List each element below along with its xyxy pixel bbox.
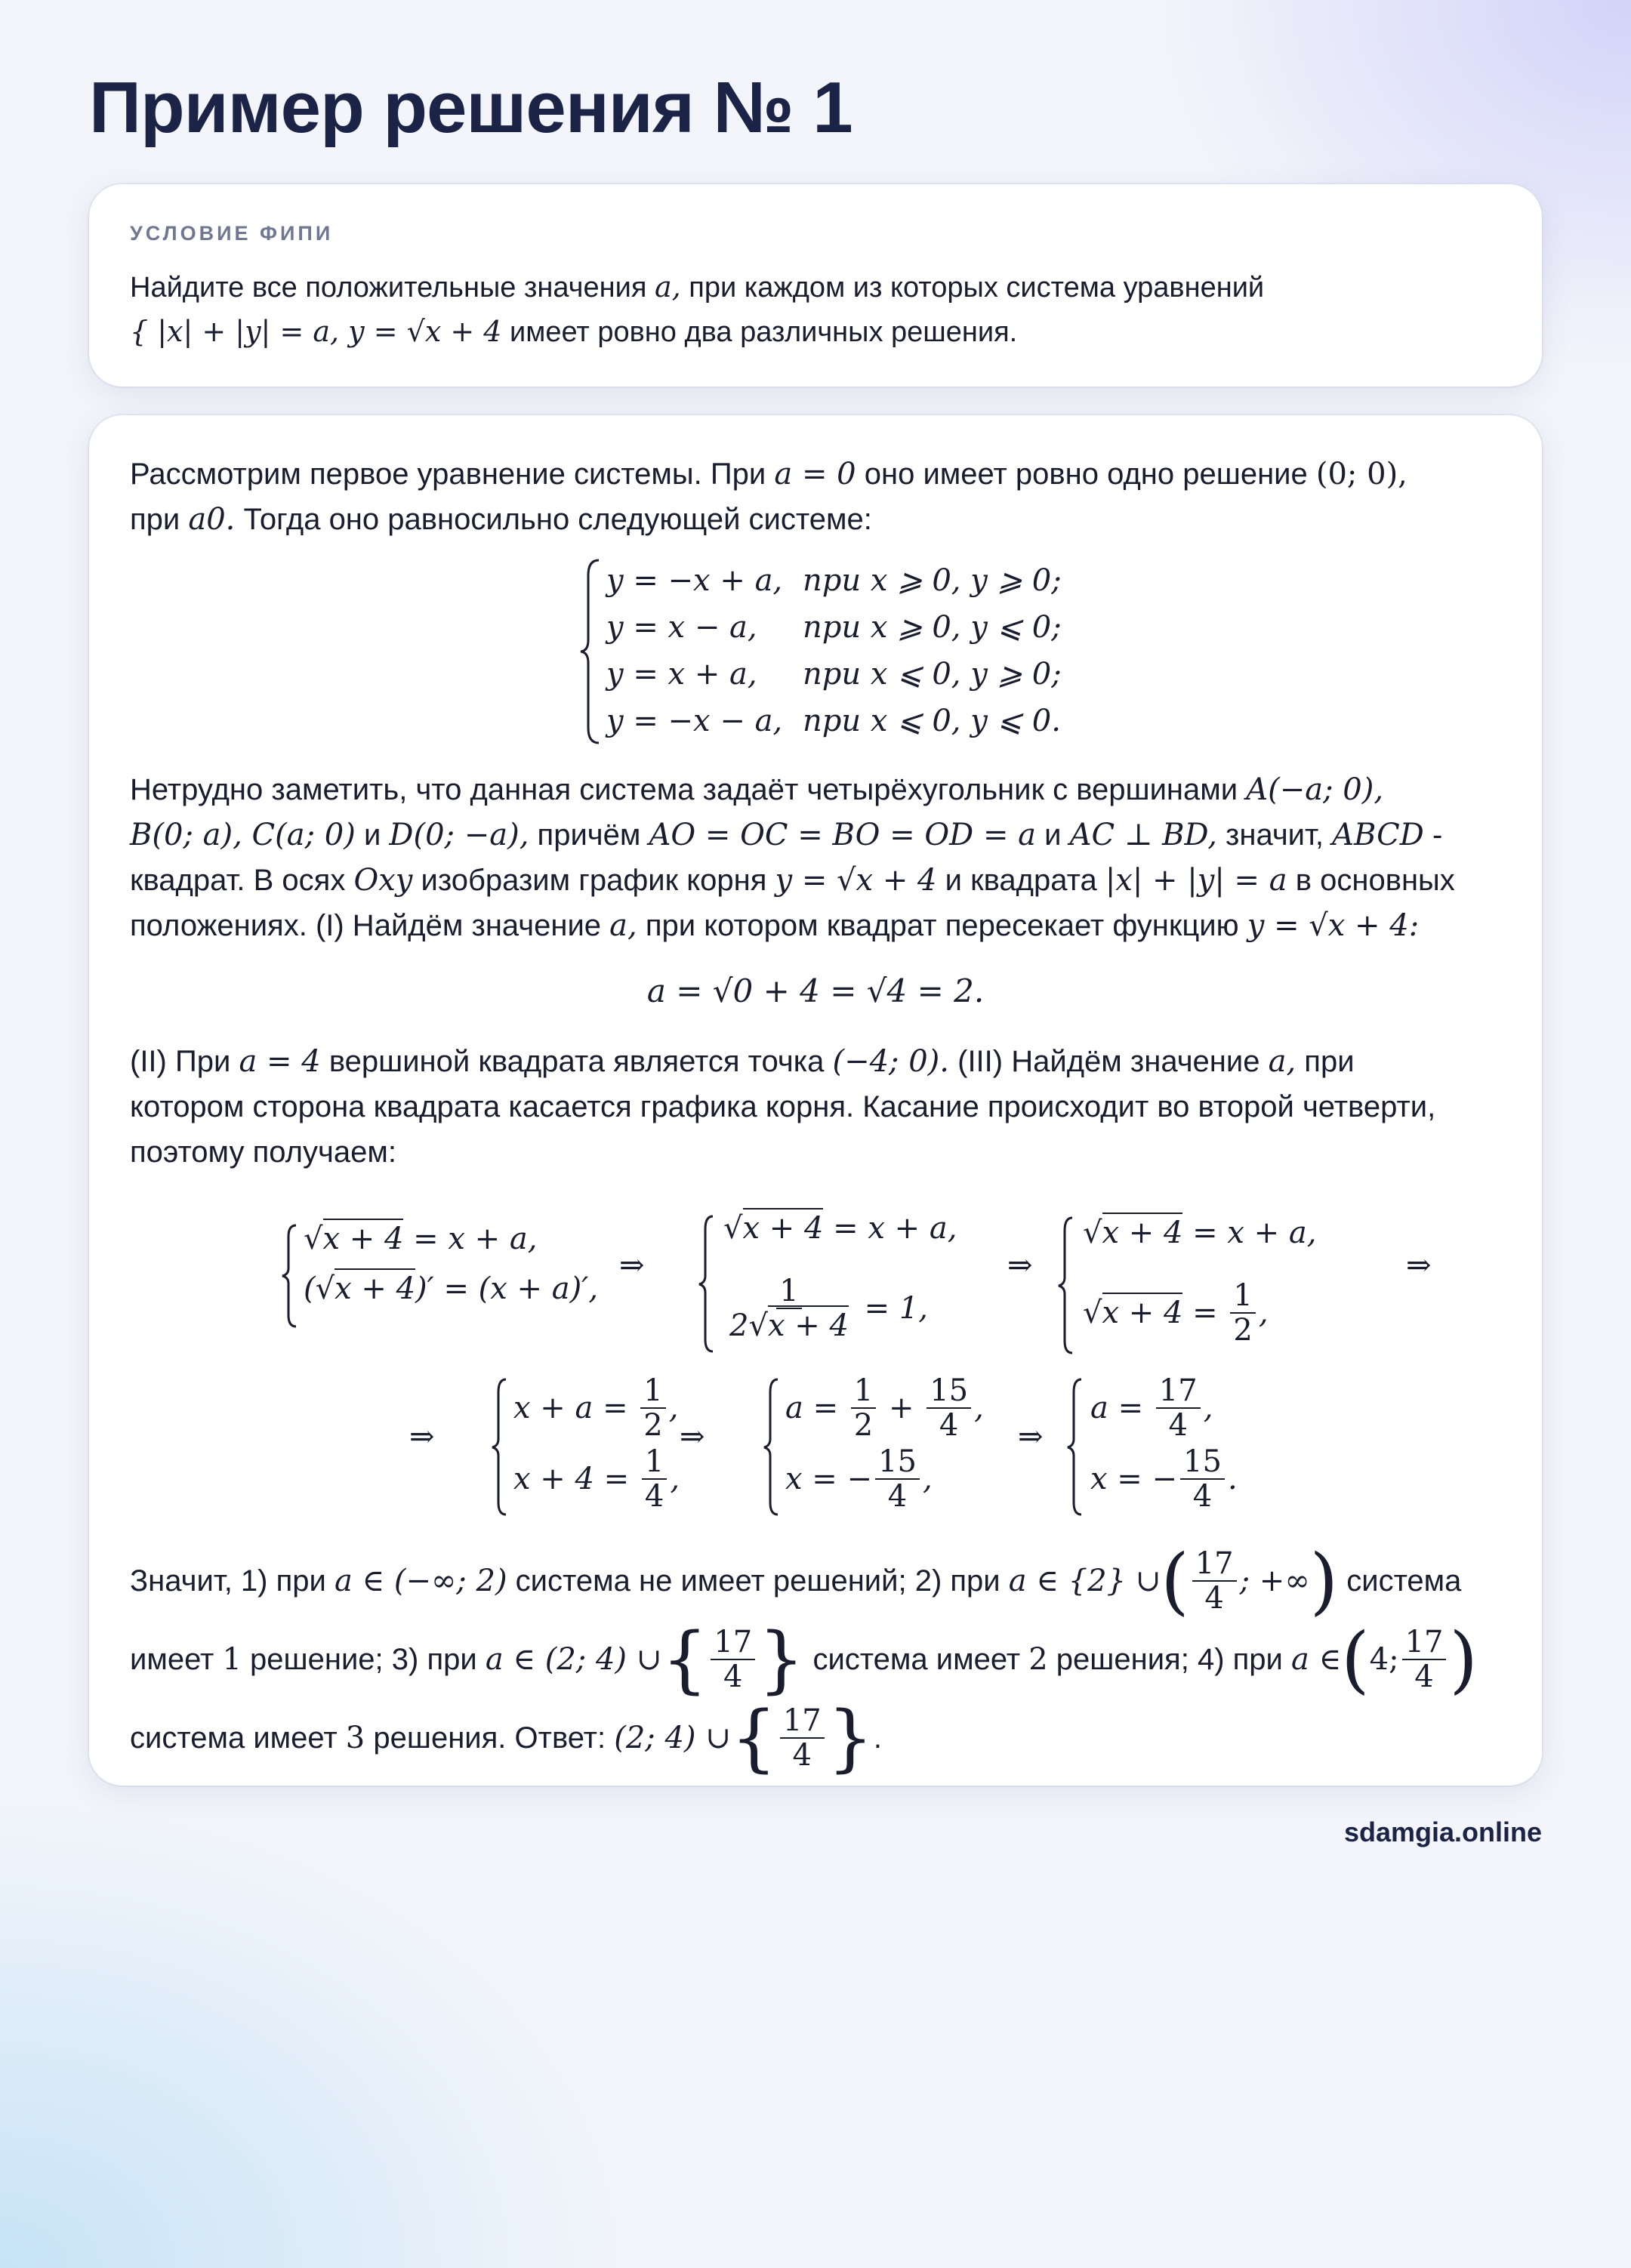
condition-label: УСЛОВИЕ ФИПИ — [130, 222, 334, 245]
left-brace-icon — [1057, 1216, 1075, 1355]
system1-row: y = −x − a, при x ⩽ 0, y ⩽ 0. — [606, 704, 1061, 738]
condition-card — [89, 184, 1542, 387]
left-brace-icon — [281, 1223, 299, 1329]
left-brace-icon — [698, 1214, 716, 1354]
implies-arrow: ⇒ — [619, 1248, 645, 1283]
solution-card: Рассмотрим первое уравнение системы. При a = 0 оно имеет ровно одно решение (0; 0), при a0. Тогда оно равносильно следующей системе: y = −x + a, при x ⩾ 0, y ⩾ 0; y = x − a, при x ⩾ 0, y ⩽ 0; y = x + a, при x ⩽ 0, y ⩾ 0; y = −x − a, при x ⩽ 0, y ⩽ 0. Нетрудно заметить, что данная система задаёт четырёхугольник с вершинами A(−a; 0), B(0; a), C(a; 0) и D(0; −a), причём AO = OC = BO = OD = a и AC ⊥ BD, значит, ABCD - квадрат. В осях Oxy изобразим график корня y = √x + 4 и квадрата |x| + |y| = a в основных положениях. (I) Найдём значение a, при котором квадрат пересекает функцию y = √x + 4: a = √0 + 4 = √4 = 2. (II) При a = 4 вершиной квадрата является точка (−4; 0). (III) Найдём значение a, при котором сторона квадрата касается графика корня. Касание происходит во второй четверти, поэтому получаем: √x + 4 = x + a, (√x + 4)′ = (x + a)′, ⇒ √x + 4 = x + a, $\frac{1}{2√x + 4}$ = 1, ⇒ √x + 4 = x + a, √x + 4 = $\frac{1}{2}$ , ⇒ ⇒ x + a = $\frac{1}{2}$ , x + 4 = $\frac{1}{4}$ , ⇒ a = $\frac{1}{2}$ + $\frac{15}{4}$ , x = − $\frac{15}{4}$ , ⇒ a = $\frac{17}{4}$ , x = − $\frac{15}{4}$ . Значит, 1) при a ∈ (−∞; 2) система не имеет решений; 2) при a ∈ {2} ∪ ( $\frac{17}{4}$ ; +∞ ) система имеет 1 решение; 3) при a ∈ (2; 4) ∪ { $\frac{17}{4}$ } система имеет 2 решения; 4) при a ∈ ( 4; $\frac{17}{4}$ ) система имеет 3 решения. Ответ: (2; 4) ∪ { $\frac{17}{4}$ } . — [89, 415, 1542, 1786]
implies-arrow: ⇒ — [680, 1419, 705, 1454]
derivation-row-2: ⇒ x + a = $\frac{1}{2}$ , x + 4 = $\frac{1}{4}$ , ⇒ a = $\frac{1}{2}$ + $\frac{15}{4}$ , x = − $\frac{15}{4}$ , ⇒ a = $\frac{17}{4}$ , x = − $\frac{15}{4}$ . — [130, 1376, 1501, 1519]
condition-text: Найдите все положительные значения a, при каждом из которых система уравнений { |x| + |y| = a, y = √x + 4 имеет ровно два различных решения. — [130, 270, 1265, 348]
left-brace-icon — [579, 557, 602, 746]
footer-brand[interactable]: sdamgia.online — [1343, 1817, 1542, 1847]
page-title: Пример решения № 1 — [89, 67, 852, 148]
system1-row: y = x − a, при x ⩾ 0, y ⩽ 0; — [606, 610, 1062, 645]
solution-paragraph-3: (II) При a = 4 вершиной квадрата является точка (−4; 0). (III) Найдём значение a, при — [130, 1044, 1355, 1079]
left-brace-icon — [1066, 1377, 1084, 1517]
centered-equation: a = √0 + 4 = √4 = 2. — [646, 972, 985, 1009]
equation-system-1 — [579, 557, 1183, 753]
solution-paragraph-1: Рассмотрим первое уравнение системы. При a = 0 оно имеет ровно одно решение (0; 0), — [130, 457, 1407, 492]
left-brace-icon — [491, 1377, 509, 1517]
implies-arrow: ⇒ — [1406, 1248, 1432, 1283]
derivation-row-1: √x + 4 = x + a, (√x + 4)′ = (x + a)′, ⇒ √x + 4 = x + a, $\frac{1}{2√x + 4}$ = 1, ⇒ √x + 4 = x + a, √x + 4 = $\frac{1}{2}$ , ⇒ — [130, 1214, 1501, 1357]
system1-row: y = −x + a, при x ⩾ 0, y ⩾ 0; — [606, 563, 1062, 598]
solution-paragraph-2: Нетрудно заметить, что данная система задаёт четырёхугольник с вершинами A(−a; 0), — [130, 772, 1384, 807]
implies-arrow: ⇒ — [1007, 1248, 1033, 1283]
left-brace-icon — [763, 1377, 781, 1517]
condition-system: { |x| + |y| = a, y = √x + 4 — [130, 315, 502, 348]
implies-arrow: ⇒ — [409, 1419, 435, 1454]
system1-row: y = x + a, при x ⩽ 0, y ⩾ 0; — [606, 657, 1062, 692]
implies-arrow: ⇒ — [1018, 1419, 1044, 1454]
